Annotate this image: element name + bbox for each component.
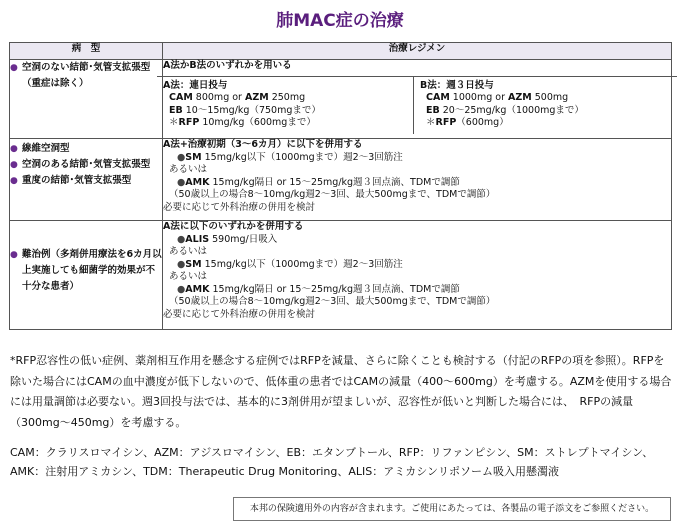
disease-type-cell	[10, 139, 163, 221]
bullet-icon: ●	[10, 176, 18, 186]
method-a: A法：連日投与 CAM 800mg or AZM 250mg EB 10～15mg/kg（750mgまで） ＊RFP 10mg/kg（600mgまで）	[157, 77, 414, 134]
bullet-icon: ●	[177, 233, 186, 245]
disease-type-item: ● 線維空洞型	[10, 141, 162, 157]
page-title: 肺MAC症の治療	[276, 11, 404, 31]
bullet-icon: ●	[177, 258, 186, 270]
table-header-row	[10, 43, 672, 60]
regimen-options	[157, 76, 677, 134]
method-b: B法：週３日投与 CAM 1000mg or AZM 500mg EB 20～25mg/kg（1000mgまで） ＊RFP（600mg）	[420, 79, 584, 128]
abbreviation-line: CAM：クラリスロマイシン、AZM：アジスロマイシン、EB：エタンブトール、RFP：リファンピシン、SM：ストレプトマイシン、	[10, 446, 654, 459]
col-header-type: 病 型	[10, 43, 163, 60]
treatment-table	[9, 42, 672, 330]
regimen-header: A法かB法のいずれかを用いる	[163, 60, 292, 71]
bullet-icon: ●	[177, 176, 186, 188]
disease-type-item: ● 空洞のない結節･気管支拡張型（重症は除く）	[10, 60, 162, 92]
bullet-icon: ●	[10, 144, 18, 154]
bullet-icon: ●	[177, 283, 186, 295]
disease-type-cell	[10, 60, 163, 139]
abbreviation-list	[10, 443, 672, 481]
regimen-cell	[163, 60, 672, 139]
bullet-icon: ●	[10, 63, 18, 73]
bullet-icon: ●	[10, 250, 18, 260]
bullet-icon: ●	[177, 151, 186, 163]
col-header-regimen: 治療レジメン	[163, 43, 672, 60]
regimen-cell: A法+治療初期（3～6カ月）に以下を併用する ●SM 15mg/kg以下（1000mgまで）週2～3回筋注 あるいは ●AMK 15mg/kg隔日 or 15～25mg/kg週３回点滴、TDMで調節 （50歳以上の場合8～10mg/kg週2～3回、最大500mgまで、TDMで調節） 必要に応じて外科治療の併用を検討	[163, 139, 672, 221]
regimen-header: A法+治療初期（3～6カ月）に以下を併用する	[163, 139, 363, 150]
disclaimer-box: 本邦の保険適用外の内容が含まれます。ご使用にあたっては、各製品の電子添文をご参照ください。	[233, 497, 671, 521]
table-row	[10, 139, 672, 221]
disease-type-item: ● 難治例（多剤併用療法を6カ月以上実施しても細菌学的効果が不十分な患者）	[10, 247, 162, 295]
table-row	[10, 60, 672, 139]
table-row	[10, 221, 672, 330]
bullet-icon: ●	[10, 160, 18, 170]
regimen-cell: A法に以下のいずれかを併用する ●ALIS 590mg/日吸入 あるいは ●SM 15mg/kg以下（1000mgまで）週2～3回筋注 あるいは ●AMK 15mg/kg隔日 or 15～25mg/kg週３回点滴、TDMで調節 （50歳以上の場合8～10mg/kg週2～3回、最大500mgまで、TDMで調節） 必要に応じて外科治療の併用を検討	[163, 221, 672, 330]
disease-type-item: ● 重度の結節･気管支拡張型	[10, 173, 162, 189]
disease-type-item: ● 空洞のある結節･気管支拡張型	[10, 157, 162, 173]
abbreviation-line: AMK：注射用アミカシン、TDM：Therapeutic Drug Monitoring、ALIS：アミカシンリポソーム吸入用懸濁液	[10, 465, 559, 478]
regimen-header: A法に以下のいずれかを併用する	[163, 221, 304, 232]
footnote-text: *RFP忍容性の低い症例、薬剤相互作用を懸念する症例ではRFPを減量、さらに除くことも検討する（付記のRFPの項を参照）。RFPを除いた場合にはCAMの血中濃度が低下しないので、低体重の患者ではCAMの減量（400～600mg）を考慮する。AZMを使用する場合には用量調節は必要ない。週3回投与法では、基本的に3剤併用が望ましいが、忍容性が低いと判断した場合には、 RFPの減量（300mg～450mg）を考慮する。	[10, 354, 672, 429]
disease-type-cell	[10, 221, 163, 330]
